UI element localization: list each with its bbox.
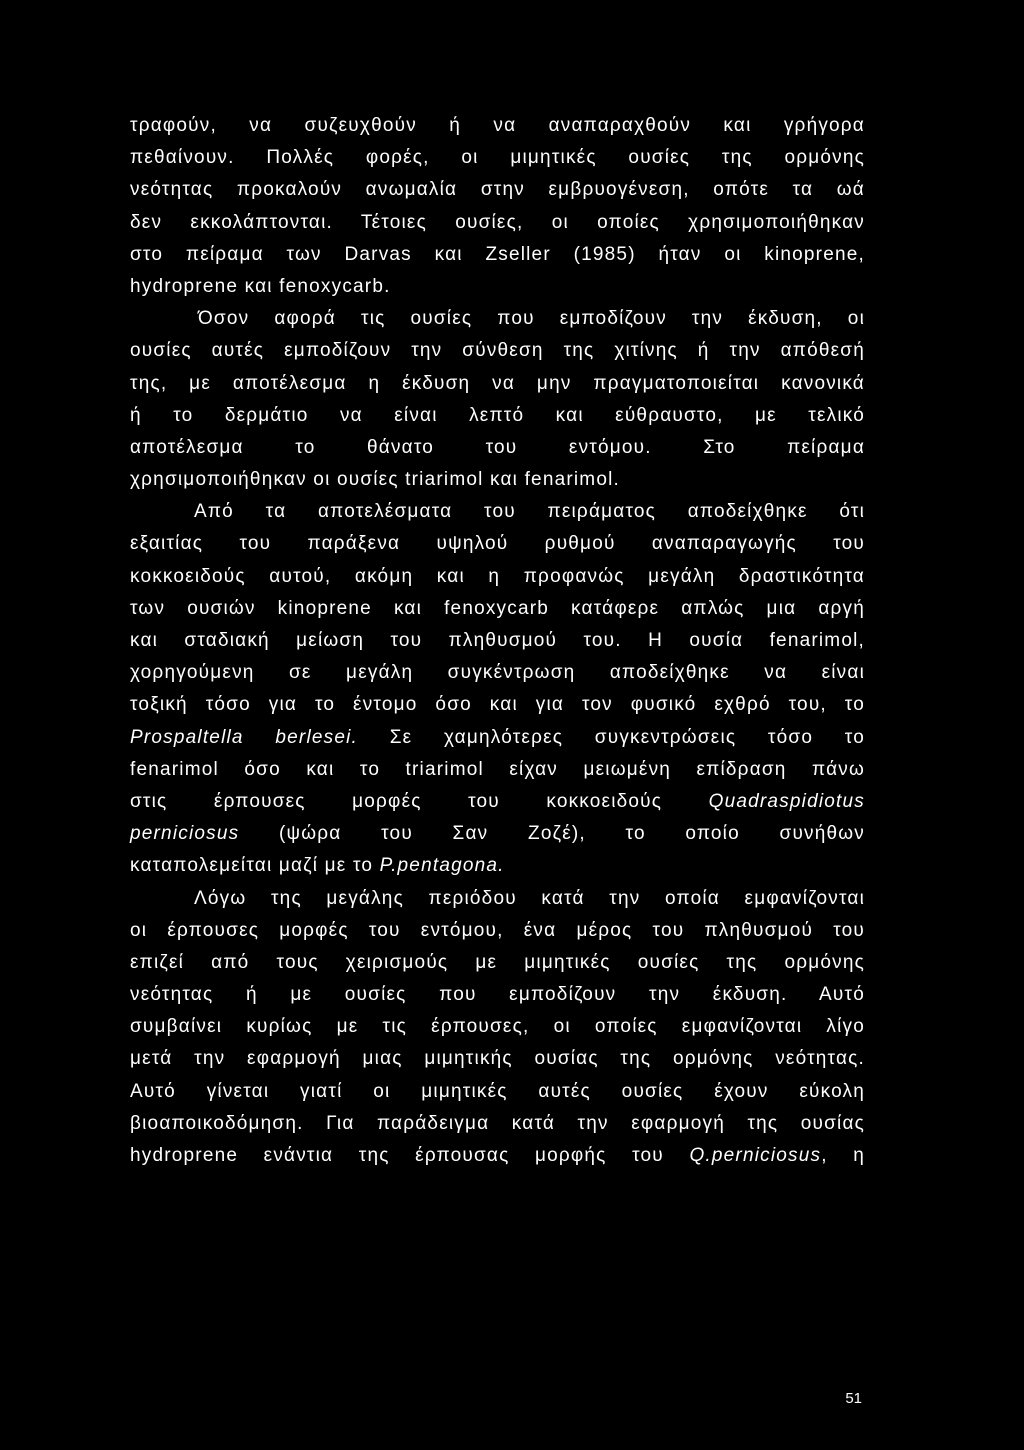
- text-line: κοκκοειδούς αυτού, ακόμη και η προφανώς μεγάλη δραστικότητα: [130, 565, 865, 587]
- body-text: [130, 110, 865, 1172]
- species-name: Quadraspidiotus: [708, 790, 865, 812]
- text-line: Όσον αφορά τις ουσίες που εμποδίζουν την έκδυση, οι: [198, 308, 865, 330]
- text-line: [130, 1140, 865, 1172]
- species-name: perniciosus: [130, 823, 240, 845]
- species-name: P.pentagona.: [379, 855, 505, 877]
- text-line: και σταδιακή μείωση του πληθυσμού του. Η ουσία fenarimol,: [130, 630, 865, 651]
- text-line: οι έρπουσες μορφές του εντόμου, ένα μέρος του πληθυσμού του: [130, 919, 865, 941]
- text-line: εξαιτίας του παράξενα υψηλού ρυθμού αναπαραγωγής του: [130, 533, 865, 555]
- text-line: νεότητας ή με ουσίες που εμποδίζουν την έκδυση. Αυτό: [130, 984, 865, 1006]
- text-line: τοξική τόσο για το έντομο όσο και για τον φυσικό εχθρό του, το: [130, 694, 865, 716]
- text-line: στο πείραμα των Darvas και Zseller (1985) ήταν οι kinoprene,: [130, 243, 865, 265]
- text-span: (ψώρα του Σαν Ζοζέ), το οποίο συνήθων: [239, 823, 865, 845]
- text-line: Αυτό γίνεται γιατί οι μιμητικές αυτές ουσίες έχουν εύκολη: [130, 1080, 865, 1102]
- text-line: [130, 786, 865, 818]
- text-span: Σε χαμηλότερες συγκεντρώσεις τόσο το: [358, 726, 865, 748]
- text-line: συμβαίνει κυρίως με τις έρπουσες, οι οποίες εμφανίζονται λίγο: [130, 1016, 865, 1038]
- text-line: χρησιμοποιήθηκαν οι ουσίες triarimol και fenarimol.: [130, 469, 620, 491]
- text-line: χορηγούμενη σε μεγάλη συγκέντρωση αποδείχθηκε να είναι: [130, 662, 865, 684]
- species-name: Prospaltella berlesei.: [130, 726, 358, 748]
- text-line: νεότητας προκαλούν ανωμαλία στην εμβρυογένεση, οπότε τα ωά: [130, 179, 865, 201]
- text-line: των ουσιών kinoprene και fenoxycarb κατάφερε απλώς μια αργή: [130, 597, 865, 619]
- text-span: στις έρπουσες μορφές του κοκκοειδούς: [130, 790, 709, 812]
- text-span: , η: [821, 1145, 865, 1166]
- text-span: hydroprene ενάντια της έρπουσας μορφής του: [130, 1145, 690, 1166]
- text-line: βιοαποικοδόμηση. Για παράδειγμα κατά την εφαρμογή της ουσίας: [130, 1112, 865, 1134]
- text-span: καταπολεμείται μαζί με το: [130, 855, 380, 877]
- text-line: [130, 818, 865, 850]
- species-name: Q.perniciosus: [689, 1145, 822, 1166]
- text-line: Από τα αποτελέσματα του πειράματος αποδείχθηκε ότι: [194, 501, 865, 523]
- text-line: [130, 722, 865, 754]
- text-line: Λόγω της μεγάλης περιόδου κατά την οποία εμφανίζονται: [194, 887, 865, 909]
- text-line: μετά την εφαρμογή μιας μιμητικής ουσίας της ορμόνης νεότητας.: [130, 1048, 865, 1070]
- text-line: fenarimol όσο και το triarimol είχαν μειωμένη επίδραση πάνω: [130, 758, 865, 780]
- text-line: ή το δερμάτιο να είναι λεπτό και εύθραυστο, με τελικό: [130, 404, 865, 426]
- text-line: δεν εκκολάπτονται. Τέτοιες ουσίες, οι οποίες χρησιμοποιήθηκαν: [130, 211, 865, 233]
- text-line: ουσίες αυτές εμποδίζουν την σύνθεση της χιτίνης ή την απόθεσή: [130, 340, 865, 362]
- text-line: τραφούν, να συζευχθούν ή να αναπαραχθούν και γρήγορα: [130, 115, 865, 136]
- text-line: αποτέλεσμα το θάνατο του εντόμου. Στο πείραμα: [130, 436, 865, 458]
- text-line: [130, 850, 865, 882]
- text-line: επιζεί από τους χειρισμούς με μιμητικές ουσίες της ορμόνης: [130, 951, 865, 973]
- page-number: 51: [845, 1390, 862, 1407]
- text-line: hydroprene και fenoxycarb.: [130, 275, 391, 297]
- text-line: της, με αποτέλεσμα η έκδυση να μην πραγματοποιείται κανονικά: [130, 372, 865, 394]
- text-line: πεθαίνουν. Πολλές φορές, οι μιμητικές ουσίες της ορμόνης: [130, 147, 865, 169]
